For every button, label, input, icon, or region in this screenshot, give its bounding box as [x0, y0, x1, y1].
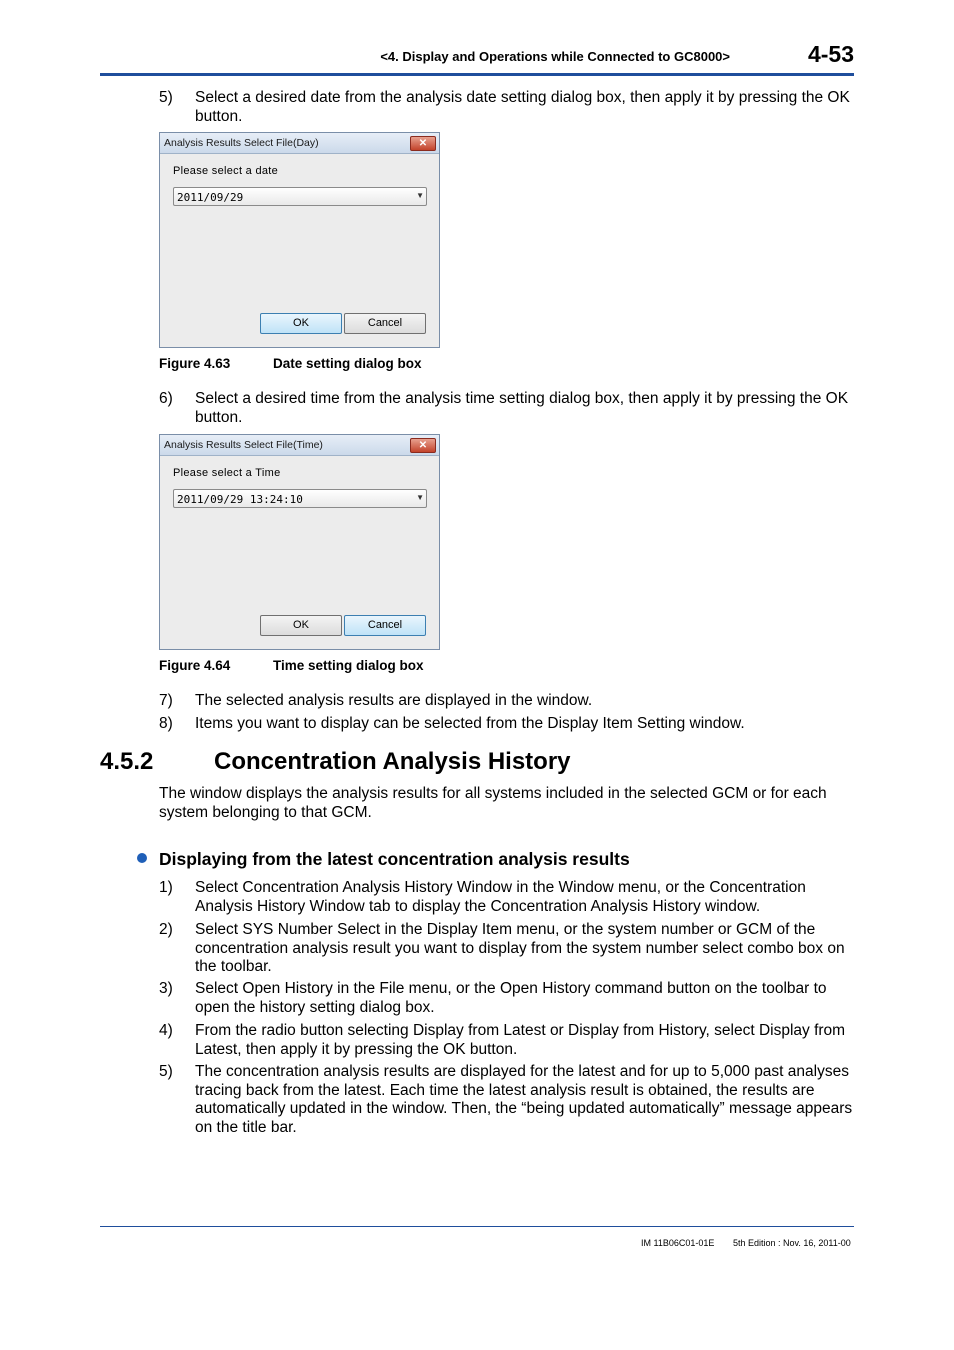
figure-title: Time setting dialog box	[273, 658, 424, 673]
section-number: 4.5.2	[100, 748, 154, 775]
figure-caption	[159, 356, 422, 371]
ok-button[interactable]: OK	[260, 615, 342, 636]
header-chapter-title: <4. Display and Operations while Connected to GC8000>	[380, 49, 730, 64]
footer-document-number: IM 11B06C01-01E	[641, 1238, 715, 1248]
step-number: 7)	[159, 692, 173, 709]
time-setting-dialog	[159, 434, 440, 650]
step-number: 4)	[159, 1022, 173, 1039]
step-number: 5)	[159, 89, 173, 106]
footer-rule	[100, 1226, 854, 1227]
dialog-title: Analysis Results Select File(Time)	[164, 439, 323, 451]
chevron-down-icon[interactable]: ▼	[416, 493, 424, 502]
step-text: The selected analysis results are displayed in the window.	[195, 692, 593, 709]
step-text: Items you want to display can be selected from the Display Item Setting window.	[195, 715, 745, 732]
step-text: Select Concentration Analysis History Window in the Window menu, or the Concentration Analysis History Window tab to display the Concentration Analysis History window.	[195, 879, 806, 915]
figure-label: Figure 4.63	[159, 356, 231, 371]
step-number: 3)	[159, 980, 173, 997]
step-number: 5)	[159, 1063, 173, 1080]
step-text: Select a desired time from the analysis time setting dialog box, then apply it by pressing the OK button.	[195, 390, 849, 426]
dialog-titlebar	[160, 133, 439, 154]
subsection-title: Displaying from the latest concentration analysis results	[159, 849, 630, 869]
date-combo-box[interactable]	[173, 187, 427, 206]
time-combo-value: 2011/09/29 13:24:10	[177, 493, 303, 506]
step-number: 2)	[159, 921, 173, 938]
figure-title: Date setting dialog box	[273, 356, 422, 371]
section-intro: The window displays the analysis results for all systems included in the selected GCM or for each system belonging to that GCM.	[159, 785, 827, 821]
date-prompt-label: Please select a date	[173, 165, 279, 177]
dialog-title: Analysis Results Select File(Day)	[164, 137, 319, 149]
step-text: From the radio button selecting Display from Latest or Display from History, select Display from Latest, then apply it by pressing the OK button.	[195, 1022, 846, 1058]
step-text: Select SYS Number Select in the Display Item menu, or the system number or GCM of the concentration analysis result you want to display from the system number select combo box on the toolbar.	[195, 921, 845, 975]
time-prompt-label: Please select a Time	[173, 467, 281, 479]
ok-button[interactable]: OK	[260, 313, 342, 334]
close-icon[interactable]: ✕	[410, 136, 436, 151]
step-number: 1)	[159, 879, 173, 896]
section-title: Concentration Analysis History	[214, 748, 571, 775]
bullet-icon	[137, 853, 147, 863]
footer-edition: 5th Edition : Nov. 16, 2011-00	[733, 1238, 851, 1248]
step-number: 8)	[159, 715, 173, 732]
header-rule	[100, 73, 854, 76]
step-text: The concentration analysis results are displayed for the latest and for up to 5,000 past analyses tracing back from the latest. Each time the latest analysis result is obtained, the results are automatically updated in the window. Then, the “being updated automatically” message appears on the title bar.	[195, 1063, 853, 1136]
date-combo-value: 2011/09/29	[177, 191, 244, 204]
time-combo-box[interactable]	[173, 489, 427, 508]
figure-label: Figure 4.64	[159, 658, 231, 673]
cancel-button[interactable]: Cancel	[344, 615, 426, 636]
step-text: Select a desired date from the analysis date setting dialog box, then apply it by pressing the OK button.	[195, 89, 850, 125]
page-number: 4-53	[807, 41, 854, 67]
step-number: 6)	[159, 390, 173, 407]
date-setting-dialog	[159, 132, 440, 348]
step-text: Select Open History in the File menu, or the Open History command button on the toolbar to open the history setting dialog box.	[195, 980, 827, 1016]
cancel-button[interactable]: Cancel	[344, 313, 426, 334]
close-icon[interactable]: ✕	[410, 438, 436, 453]
figure-caption	[159, 658, 424, 673]
dialog-titlebar	[160, 435, 439, 456]
chevron-down-icon[interactable]: ▼	[416, 191, 424, 200]
